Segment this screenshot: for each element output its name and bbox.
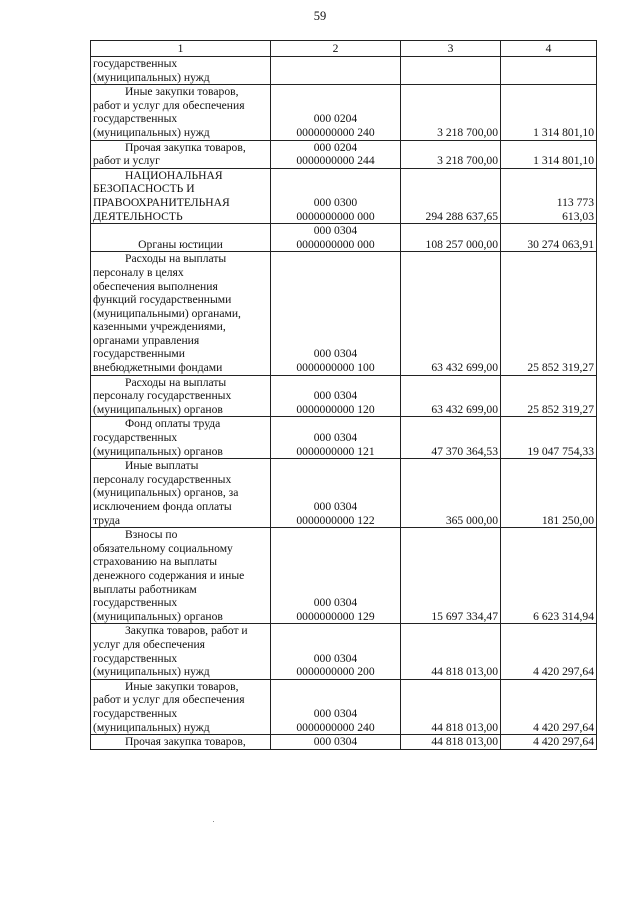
row-name-first-line: Фонд оплаты труда xyxy=(125,417,221,431)
row-code-cell: 000 0204 0000000000 244 xyxy=(271,140,401,168)
table-row xyxy=(91,679,597,734)
row-name-rest: государственных (муниципальных) нужд xyxy=(93,57,210,84)
row-plan-cell: 44 818 013,00 xyxy=(401,624,501,679)
scan-artifact xyxy=(213,821,214,822)
row-plan-cell: 47 370 364,53 xyxy=(401,417,501,459)
row-code-cell: 000 0304 xyxy=(271,735,401,750)
row-code-cell: 000 0304 0000000000 240 xyxy=(271,679,401,734)
row-name-rest: персоналу государственных (муниципальных) органов, за исключением фонда оплаты труда xyxy=(93,472,239,527)
row-fact-cell xyxy=(501,57,597,85)
row-name-cell xyxy=(91,375,271,417)
header-cell-3: 3 xyxy=(401,41,501,57)
row-name-rest: государственных (муниципальных) органов xyxy=(93,431,223,458)
row-name-cell xyxy=(91,224,271,252)
row-plan-cell: 3 218 700,00 xyxy=(401,85,501,140)
row-name-first-line: Закупка товаров, работ и xyxy=(125,624,248,638)
row-name-first-line: Иные закупки товаров, xyxy=(125,679,239,693)
row-name-first-line: Иные закупки товаров, xyxy=(125,85,239,99)
row-name-cell xyxy=(91,252,271,375)
row-code-cell: 000 0204 0000000000 240 xyxy=(271,85,401,140)
row-plan-cell xyxy=(401,57,501,85)
row-code-cell: 000 0304 0000000000 100 xyxy=(271,252,401,375)
row-name-cell xyxy=(91,140,271,168)
row-name-rest: работ и услуг xyxy=(93,154,160,168)
row-fact-cell: 181 250,00 xyxy=(501,459,597,528)
table-header-row xyxy=(91,41,597,57)
row-code-cell: 000 0304 0000000000 122 xyxy=(271,459,401,528)
header-cell-4: 4 xyxy=(501,41,597,57)
row-plan-cell: 44 818 013,00 xyxy=(401,735,501,750)
row-name-first-line: Взносы по xyxy=(125,528,178,542)
table-row xyxy=(91,57,597,85)
row-name-cell xyxy=(91,417,271,459)
row-fact-cell: 1 314 801,10 xyxy=(501,140,597,168)
row-name-first-line: НАЦИОНАЛЬНАЯ xyxy=(125,168,223,182)
table-row xyxy=(91,417,597,459)
row-name-rest: БЕЗОПАСНОСТЬ И ПРАВООХРАНИТЕЛЬНАЯ ДЕЯТЕЛЬНОСТЬ xyxy=(93,182,230,223)
header-cell-2: 2 xyxy=(271,41,401,57)
row-plan-cell: 365 000,00 xyxy=(401,459,501,528)
table-row xyxy=(91,375,597,417)
table-row xyxy=(91,224,597,252)
row-plan-cell: 294 288 637,65 xyxy=(401,168,501,223)
row-fact-cell: 4 420 297,64 xyxy=(501,679,597,734)
row-fact-cell: 4 420 297,64 xyxy=(501,624,597,679)
row-code-cell: 000 0304 0000000000 000 xyxy=(271,224,401,252)
row-name-rest: персоналу в целях обеспечения выполнения функций государственными (муниципальными) органами, казенными учреждениями, органами управления государственными внебюджетными фондами xyxy=(93,265,241,375)
row-name-first-line: Прочая закупка товаров, xyxy=(125,140,246,154)
row-fact-cell: 25 852 319,27 xyxy=(501,252,597,375)
row-plan-cell: 63 432 699,00 xyxy=(401,252,501,375)
table-row xyxy=(91,528,597,624)
page-number: 59 xyxy=(313,9,327,23)
row-name-cell xyxy=(91,57,271,85)
row-name-rest: работ и услуг для обеспечения государственных (муниципальных) нужд xyxy=(93,693,245,734)
row-name-cell xyxy=(91,459,271,528)
row-name-first-line: Расходы на выплаты xyxy=(125,252,227,266)
row-code-cell: 000 0304 0000000000 129 xyxy=(271,528,401,624)
row-name-cell xyxy=(91,528,271,624)
row-plan-cell: 63 432 699,00 xyxy=(401,375,501,417)
row-name-first-line: Прочая закупка товаров, xyxy=(125,735,246,749)
row-name-first-line: Расходы на выплаты xyxy=(125,375,227,389)
table-row xyxy=(91,735,597,750)
table-row xyxy=(91,85,597,140)
row-name-cell xyxy=(91,168,271,223)
table-row xyxy=(91,624,597,679)
row-name-first-line: Иные выплаты xyxy=(125,459,199,473)
row-fact-cell: 113 773 613,03 xyxy=(501,168,597,223)
row-plan-cell: 3 218 700,00 xyxy=(401,140,501,168)
row-fact-cell: 30 274 063,91 xyxy=(501,224,597,252)
row-name-cell xyxy=(91,679,271,734)
row-plan-cell: 44 818 013,00 xyxy=(401,679,501,734)
row-name-rest: работ и услуг для обеспечения государственных (муниципальных) нужд xyxy=(93,98,245,139)
table-row xyxy=(91,140,597,168)
row-fact-cell: 19 047 754,33 xyxy=(501,417,597,459)
row-name-rest: услуг для обеспечения государственных (муниципальных) нужд xyxy=(93,637,210,679)
row-name-rest: обязательному социальному страхованию на выплаты денежного содержания и иные выплаты работникам государственных (муниципальных) органов xyxy=(93,541,245,623)
header-cell-1: 1 xyxy=(91,41,271,57)
table-row xyxy=(91,168,597,223)
row-code-cell: 000 0300 0000000000 000 xyxy=(271,168,401,223)
row-fact-cell: 1 314 801,10 xyxy=(501,85,597,140)
row-code-cell xyxy=(271,57,401,85)
table-row xyxy=(91,252,597,375)
row-code-cell: 000 0304 0000000000 121 xyxy=(271,417,401,459)
row-name-cell xyxy=(91,85,271,140)
table-row xyxy=(91,459,597,528)
row-name-rest: Органы юстиции xyxy=(138,237,223,251)
row-code-cell: 000 0304 0000000000 200 xyxy=(271,624,401,679)
row-plan-cell: 108 257 000,00 xyxy=(401,224,501,252)
row-fact-cell: 25 852 319,27 xyxy=(501,375,597,417)
budget-table xyxy=(90,40,597,750)
row-fact-cell: 6 623 314,94 xyxy=(501,528,597,624)
row-name-cell xyxy=(91,624,271,679)
row-fact-cell: 4 420 297,64 xyxy=(501,735,597,750)
row-name-rest: персоналу государственных (муниципальных) органов xyxy=(93,389,232,416)
row-plan-cell: 15 697 334,47 xyxy=(401,528,501,624)
row-code-cell: 000 0304 0000000000 120 xyxy=(271,375,401,417)
row-name-cell xyxy=(91,735,271,750)
